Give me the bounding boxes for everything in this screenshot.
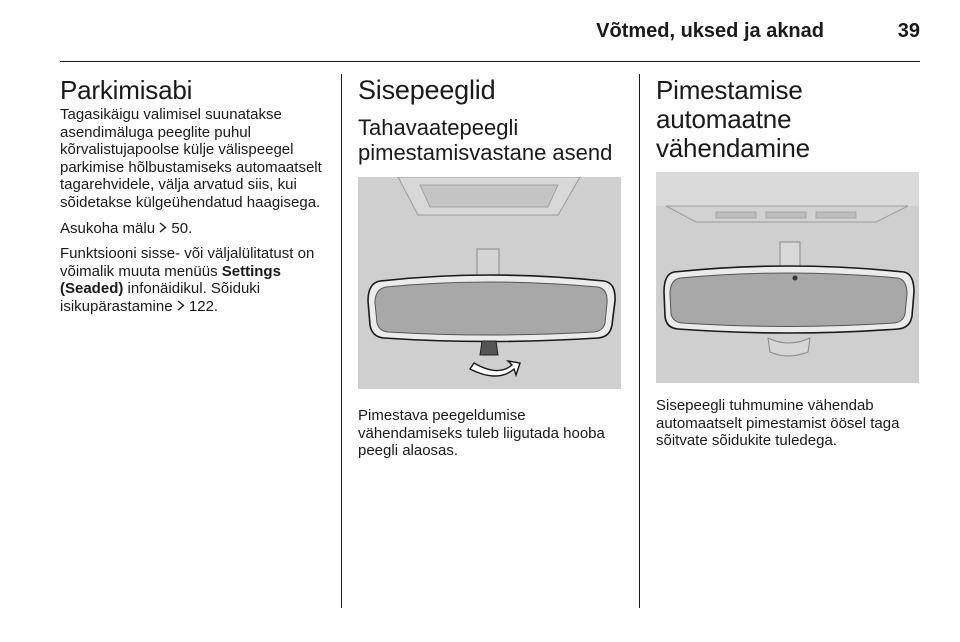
caption-sisepeegli: Sisepeegli tuhmumine vähendab automaatselt pimestamist öösel taga sõitvate sõidukite tuledega. (656, 397, 900, 450)
arrow-ref-icon[interactable] (159, 220, 167, 238)
column-parkimisabi (60, 76, 322, 316)
header-rule (60, 61, 920, 62)
asukoha-malu-text: Asukoha mälu (60, 219, 156, 237)
column-sisepeeglid (358, 76, 623, 460)
caption-pimestava: Pimestava peegeldumise vähendamiseks tuleb liigutada hooba peegli alaosas. (358, 407, 605, 460)
page-ref-122[interactable]: 122. (188, 297, 219, 315)
paragraph-parkimisabi-1: Tagasikäigu valimisel suunatakse asendimäluga peeglite puhul kõrvalistujapoolse külje välispeegel parkimise hõlbustamiseks automaatselt tagarehvidele, välja arvatud siis, kui sõidetakse külgeühendatud haagisega. (60, 106, 322, 211)
section-heading-parkimisabi: Parkimisabi (60, 75, 193, 105)
column-divider-1 (341, 74, 342, 608)
header-title: Võtmed, uksed ja aknad (596, 20, 824, 42)
column-divider-2 (639, 74, 640, 608)
auto-dimming-mirror-illustration (656, 172, 919, 383)
arrow-ref-icon[interactable] (177, 298, 185, 316)
column-pimestamise (656, 76, 921, 450)
page-number: 39 (897, 20, 920, 42)
infonaidikul-text: infonäidikul. Sõiduki isikupärastamine (60, 280, 261, 315)
page-header (60, 14, 920, 54)
auto-dimming-mirror-drawing (656, 172, 919, 383)
mirror-lever-drawing (358, 177, 621, 389)
paragraph-funktsiooni (60, 245, 322, 315)
section-heading-sisepeeglid: Sisepeeglid (358, 75, 496, 105)
section-heading-pimestamise: Pimestamise automaatne vähendamine (656, 75, 810, 163)
subheading-tahavaatepeegli: Tahavaatepeegli pimestamisvastane asend (358, 115, 613, 165)
mirror-lever-illustration (358, 177, 621, 389)
page-ref-50[interactable]: 50. (171, 219, 193, 237)
funktsiooni-text: Funktsiooni sisse- või väljalülitatust on võimalik muuta menüüs (60, 245, 315, 280)
paragraph-asukoha-malu (60, 220, 322, 238)
settings-menu-label: Settings (Seaded) (60, 262, 281, 298)
